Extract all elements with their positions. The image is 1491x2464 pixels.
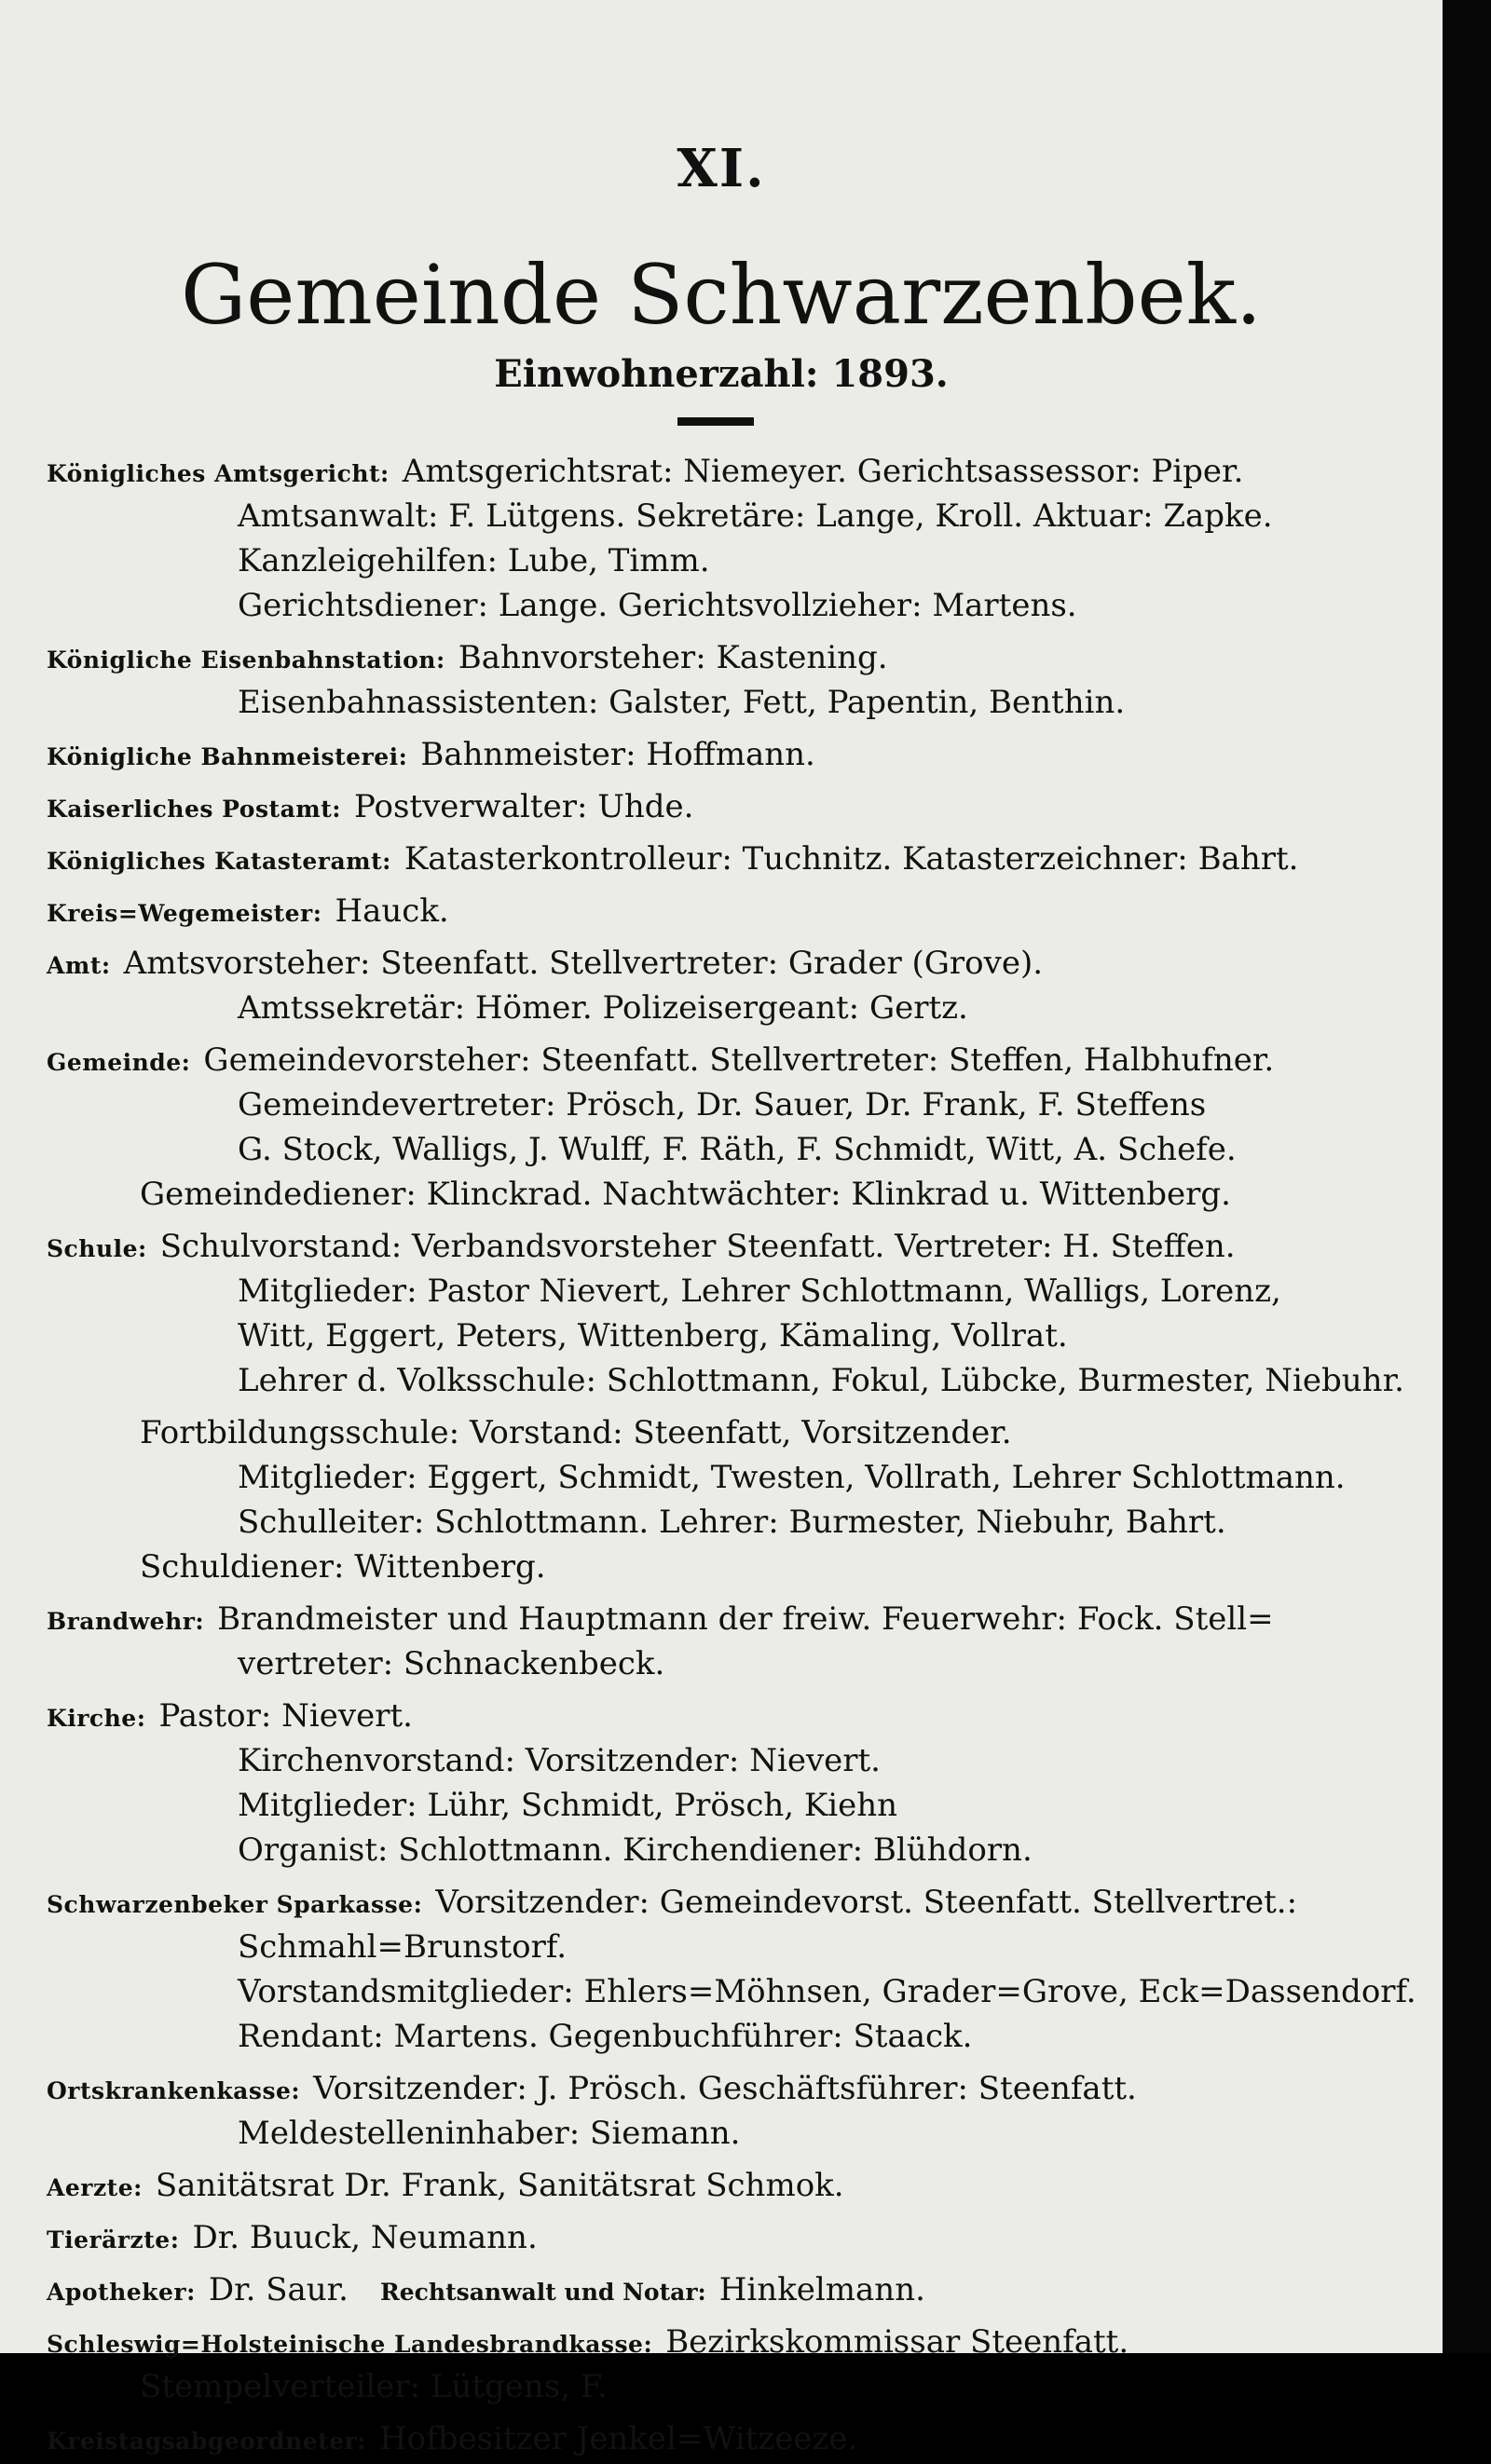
entry-line: [47, 1880, 1416, 1925]
entry-continuation: Kanzleigehilfen: Lube, Timm.: [238, 542, 710, 579]
entry-label: Schwarzenbeker Sparkasse:: [47, 1891, 423, 1918]
entry-label: Tierärzte:: [47, 2226, 180, 2253]
entry-label: Schule:: [47, 1235, 147, 1262]
entry-continuation: Vorstandsmitglieder: Ehlers=Möhnsen, Grader=Grove, Eck=Dassendorf.: [238, 1973, 1416, 2010]
entry-continuation: Mitglieder: Lühr, Schmidt, Prösch, Kiehn: [238, 1787, 898, 1824]
entry-continuation: Schulleiter: Schlottmann. Lehrer: Burmester, Niebuhr, Bahrt.: [238, 1504, 1226, 1541]
entry-continuation: Organist: Schlottmann. Kirchendiener: Blühdorn.: [238, 1831, 1033, 1869]
entry-label: Aerzte:: [47, 2174, 143, 2201]
title-rule: [677, 417, 754, 426]
entry-continuation: Witt, Eggert, Peters, Wittenberg, Kämaling, Vollrat.: [238, 1317, 1068, 1355]
entry-text: Sanitätsrat Dr. Frank, Sanitätsrat Schmok.: [155, 2167, 844, 2204]
entry-text: Amtsvorsteher: Steenfatt. Stellvertreter: Grader (Grove).: [123, 945, 1044, 982]
entry-line: [47, 941, 1416, 986]
entry-text: Schulvorstand: Verbandsvorsteher Steenfatt. Vertreter: H. Steffen.: [159, 1228, 1236, 1265]
entry-text: Dr. Buuck, Neumann.: [192, 2219, 538, 2256]
entry-continuation: Eisenbahnassistenten: Galster, Fett, Papentin, Benthin.: [238, 684, 1126, 721]
entry-line: [47, 1224, 1416, 1269]
entry-label: Königliche Eisenbahnstation:: [47, 647, 445, 674]
entry-text: Bezirkskommissar Steenfatt.: [665, 2323, 1129, 2361]
entry-line: [47, 635, 1416, 680]
entry-line: [47, 784, 1416, 829]
entry-continuation: Stempelverteiler: Lütgens, F.: [140, 2368, 608, 2405]
entry-continuation: Fortbildungsschule: Vorstand: Steenfatt, Vorsitzender.: [140, 1414, 1012, 1451]
entry-text: Bahnvorsteher: Kastening.: [458, 639, 888, 676]
entry-label: Kreis=Wegemeister:: [47, 900, 322, 927]
entry-text: Pastor: Nievert.: [158, 1697, 413, 1735]
entry-continuation: Schmahl=Brunstorf.: [238, 1928, 568, 1966]
entry-continuation: vertreter: Schnackenbeck.: [238, 1645, 665, 1682]
entry-line: [47, 837, 1416, 881]
entry-line: [47, 2066, 1416, 2111]
entry-label: Kirche:: [47, 1705, 146, 1732]
entry-continuation: Schuldiener: Wittenberg.: [140, 1548, 546, 1586]
entry-continuation: G. Stock, Walligs, J. Wulff, F. Räth, F. Schmidt, Witt, A. Schefe.: [238, 1131, 1237, 1168]
entry-continuation: Rendant: Martens. Gegenbuchführer: Staack.: [238, 2018, 973, 2055]
scan-edge: [1443, 0, 1491, 2353]
entry-continuation: Mitglieder: Pastor Nievert, Lehrer Schlottmann, Walligs, Lorenz,: [238, 1273, 1281, 1310]
entry-label: Ortskrankenkasse:: [47, 2077, 301, 2104]
population-line: Einwohnerzahl: 1893.: [494, 352, 949, 396]
entry-line: [47, 732, 1416, 777]
entry-label: Königliches Katasteramt:: [47, 848, 391, 875]
entry-continuation: Gemeindevertreter: Prösch, Dr. Sauer, Dr. Frank, F. Steffens: [238, 1086, 1207, 1123]
entry-line: [47, 2267, 1416, 2312]
entry-continuation: Amtssekretär: Hömer. Polizeisergeant: Gertz.: [238, 989, 968, 1027]
entry-line: [47, 1038, 1416, 1082]
entry-text: Gemeindevorsteher: Steenfatt. Stellvertreter: Steffen, Halbhufner.: [203, 1041, 1275, 1079]
entry-label: Kaiserliches Postamt:: [47, 796, 342, 823]
entry-continuation: Mitglieder: Eggert, Schmidt, Twesten, Vollrath, Lehrer Schlottmann.: [238, 1459, 1346, 1496]
entry-continuation: Gerichtsdiener: Lange. Gerichtsvollzieher: Martens.: [238, 587, 1077, 624]
entry-text: Brandmeister und Hauptmann der freiw. Feuerwehr: Fock. Stell=: [217, 1600, 1274, 1638]
entry-text: Vorsitzender: J. Prösch. Geschäftsführer: Steenfatt.: [313, 2070, 1137, 2107]
entries-list: [47, 449, 1416, 2461]
entry-label: Kreistagsabgeordneter:: [47, 2428, 367, 2455]
entry-line: [47, 889, 1416, 933]
entry-label: Amt:: [47, 952, 111, 979]
entry-line: [47, 2215, 1416, 2260]
chapter-number: XI.: [677, 138, 766, 199]
page-title: Gemeinde Schwarzenbek.: [180, 247, 1263, 343]
entry-line: [47, 449, 1416, 494]
entry-continuation: Lehrer d. Volksschule: Schlottmann, Fokul, Lübcke, Burmester, Niebuhr.: [238, 1362, 1404, 1399]
entry-text: Hinkelmann.: [718, 2271, 925, 2308]
entry-label: Königliche Bahnmeisterei:: [47, 743, 408, 770]
entry-continuation: Amtsanwalt: F. Lütgens. Sekretäre: Lange, Kroll. Aktuar: Zapke.: [238, 497, 1273, 535]
entry-text: Bahnmeister: Hoffmann.: [420, 736, 815, 773]
entry-label: Königliches Amtsgericht:: [47, 460, 390, 487]
entry-text: Amtsgerichtsrat: Niemeyer. Gerichtsassessor: Piper.: [402, 453, 1244, 490]
entry-text: Dr. Saur.: [208, 2271, 349, 2308]
entry-text: Vorsitzender: Gemeindevorst. Steenfatt. Stellvertret.:: [435, 1884, 1298, 1921]
entry-continuation: Gemeindediener: Klinckrad. Nachtwächter: Klinkrad u. Wittenberg.: [140, 1176, 1231, 1213]
entry-text: Hauck.: [335, 892, 449, 930]
entry-line: [47, 2163, 1416, 2208]
entry-line: [47, 2320, 1416, 2364]
entry-text: Katasterkontrolleur: Tuchnitz. Katasterzeichner: Bahrt.: [404, 840, 1299, 878]
entry-line: [47, 1597, 1416, 1641]
entry-text: Postverwalter: Uhde.: [354, 788, 694, 825]
entry-line: [47, 2416, 1416, 2461]
entry-label: Apotheker:: [47, 2279, 196, 2306]
entry-continuation: Meldestelleninhaber: Siemann.: [238, 2115, 741, 2152]
entry-label: Rechtsanwalt und Notar:: [380, 2279, 706, 2306]
entry-line: [47, 1694, 1416, 1738]
entry-text: Hofbesitzer Jenkel=Witzeeze.: [379, 2420, 858, 2457]
entry-label: Schleswig=Holsteinische Landesbrandkasse:: [47, 2331, 653, 2358]
entry-label: Gemeinde:: [47, 1049, 191, 1076]
entry-continuation: Kirchenvorstand: Vorsitzender: Nievert.: [238, 1742, 881, 1779]
entry-label: Brandwehr:: [47, 1608, 205, 1635]
